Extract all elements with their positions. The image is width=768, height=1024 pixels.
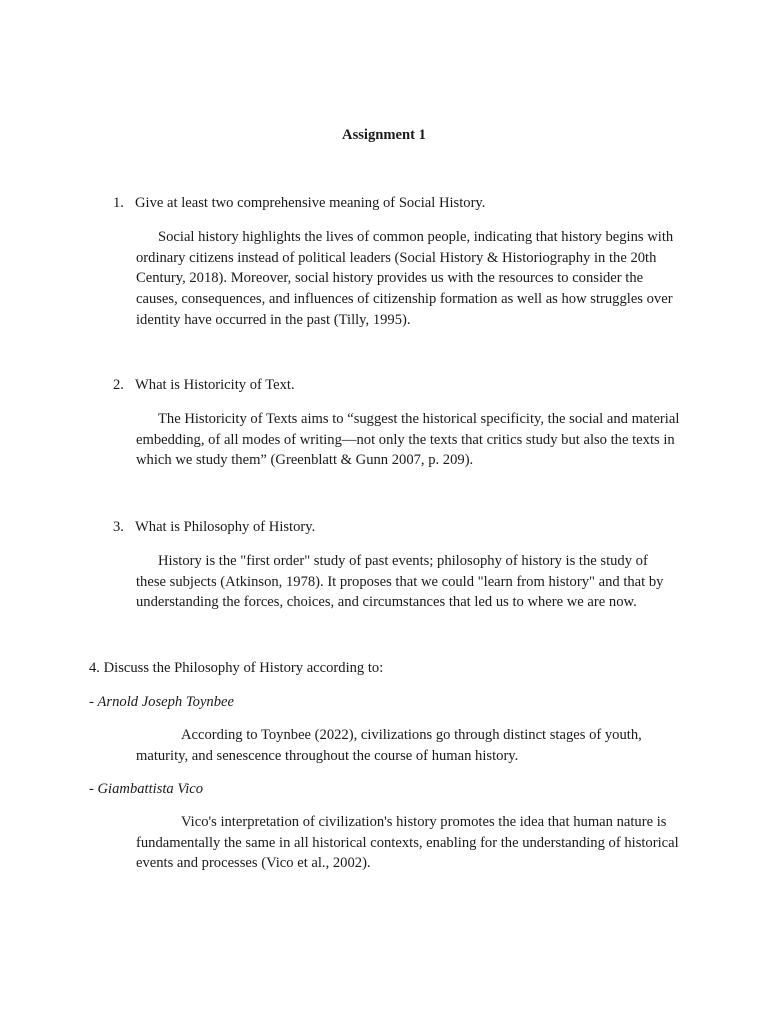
philosopher-name: Arnold Joseph Toynbee [97, 694, 234, 710]
answer-toynbee: According to Toynbee (2022), civilizations go through distinct stages of youth, maturity, and senescence throughout the course of human history. [136, 727, 642, 764]
question-number: 3. [113, 519, 124, 535]
philosopher-name: Giambattista Vico [97, 781, 204, 797]
answer-1: Social history highlights the lives of common people, indicating that history begins with ordinary citizens instead of political leaders (Social History & Historiography in the 20th Century, 2018). Moreover, social history provides us with the resources to consider the causes, consequences, and influences of citizenship formation as well as how struggles over identity have occurred in the past (Tilly, 1995). [136, 229, 674, 328]
question-3 [113, 517, 315, 537]
philosopher-vico [89, 779, 203, 799]
question-number: 2. [113, 377, 124, 393]
question-number: 1. [113, 195, 124, 211]
philosopher-toynbee [89, 692, 234, 712]
question-1 [113, 193, 485, 213]
question-2 [113, 375, 295, 395]
answer-3: History is the "first order" study of past events; philosophy of history is the study of these subjects (Atkinson, 1978). It proposes that we could "learn from history" and that by understanding the forces, choices, and circumstances that led us to where we are now. [136, 553, 664, 611]
question-text: What is Historicity of Text. [135, 377, 295, 393]
dash: - [89, 694, 98, 710]
question-text: Give at least two comprehensive meaning of Social History. [135, 195, 486, 211]
question-text: What is Philosophy of History. [135, 519, 316, 535]
document-title: Assignment 1 [342, 127, 426, 143]
question-4: 4. Discuss the Philosophy of History according to: [89, 660, 384, 676]
answer-2: The Historicity of Texts aims to “suggest the historical specificity, the social and material embedding, of all modes of writing—not only the texts that critics study but also the texts in which we study them” (Greenblatt & Gunn 2007, p. 209). [136, 411, 680, 469]
dash: - [89, 781, 98, 797]
answer-vico: Vico's interpretation of civilization's history promotes the idea that human nature is fundamentally the same in all historical contexts, enabling for the understanding of historical events and processes (Vico et al., 2002). [136, 814, 679, 872]
